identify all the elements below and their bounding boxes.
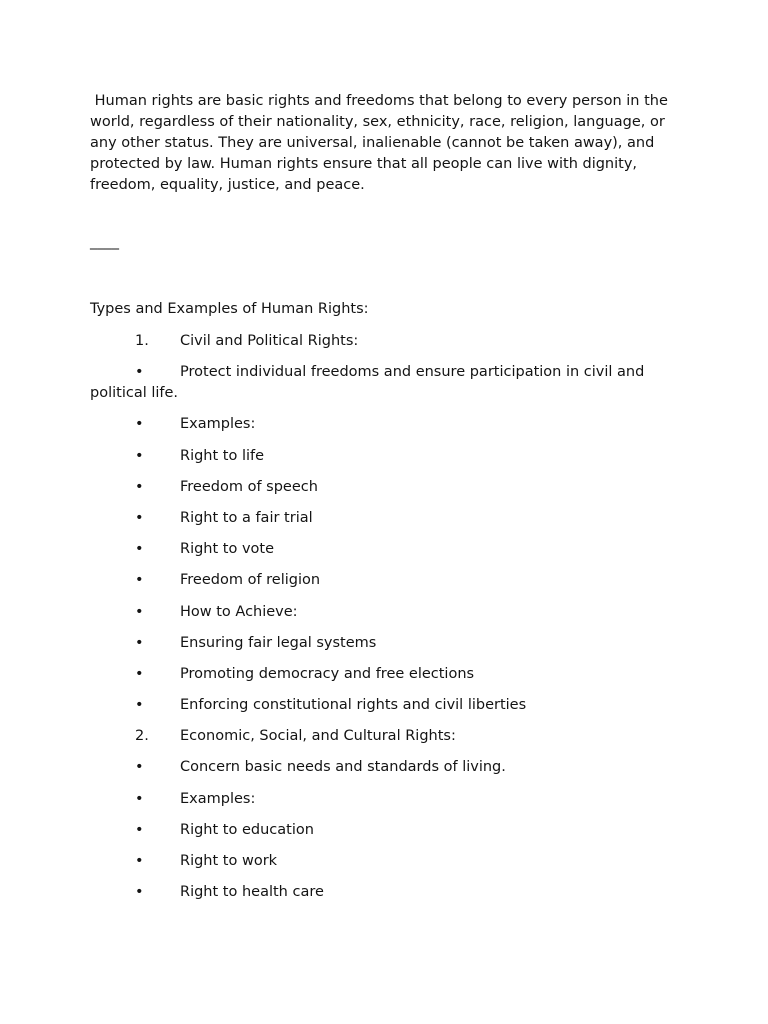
list-item-text: Ensuring fair legal systems xyxy=(180,634,377,651)
list-bullet: • xyxy=(135,572,144,589)
list-item-text: Freedom of speech xyxy=(180,478,318,495)
list-item-text: Civil and Political Rights: xyxy=(180,333,359,349)
list-bullet: • xyxy=(135,416,144,433)
section-heading: Types and Examples of Human Rights: xyxy=(90,301,369,317)
list-bullet: • xyxy=(135,447,144,464)
list-item-text: Concern basic needs and standards of living. xyxy=(180,759,506,776)
list-bullet: • xyxy=(135,509,144,526)
list-number: 2. xyxy=(135,728,149,745)
list-bullet: • xyxy=(135,665,144,682)
list-item xyxy=(90,757,680,778)
list-item xyxy=(90,362,680,404)
list-item xyxy=(90,446,680,467)
list-bullet: • xyxy=(135,697,144,714)
list-item xyxy=(90,851,680,872)
list-bullet: • xyxy=(135,884,144,901)
list-item xyxy=(90,570,680,591)
list-item-text: Right to vote xyxy=(180,541,275,558)
list-item xyxy=(90,331,680,352)
list-item-text: How to Achieve: xyxy=(180,603,298,620)
intro-paragraph: Human rights are basic rights and freedoms that belong to every person in the world, regardless of their nationality, sex, ethnicity, race, religion, language, or any other status. They are universal, inalienable (cannot be taken away), and protected by law. Human rights ensure that all people can live with dignity, freedom, equality, justice, and peace. xyxy=(90,93,673,193)
list-item-text: Right to work xyxy=(180,853,278,869)
list-bullet: • xyxy=(135,364,144,381)
list-item-text: Right to life xyxy=(180,447,265,464)
list-bullet: • xyxy=(135,759,144,776)
list-number: 1. xyxy=(135,333,149,349)
list-item xyxy=(90,820,680,841)
list-item-text: Right to a fair trial xyxy=(180,509,313,526)
list-bullet: • xyxy=(135,634,144,651)
list-item-text: Economic, Social, and Cultural Rights: xyxy=(180,728,456,745)
list-item xyxy=(90,414,680,435)
list-item-text: Right to education xyxy=(180,821,314,838)
list-item-text: Examples: xyxy=(180,416,256,433)
list-bullet: • xyxy=(135,853,144,869)
list-item xyxy=(90,882,680,903)
list-item-text: Right to health care xyxy=(180,884,324,901)
list-item xyxy=(90,633,680,654)
list-item xyxy=(90,664,680,685)
list-item xyxy=(90,477,680,498)
list-bullet: • xyxy=(135,790,144,807)
list-item-text: Freedom of religion xyxy=(180,572,321,589)
list-item-text: Promoting democracy and free elections xyxy=(180,665,475,682)
list-item xyxy=(90,602,680,623)
list-item-text: Examples: xyxy=(180,790,256,807)
list-item xyxy=(90,695,680,716)
rights-list xyxy=(90,331,680,913)
list-item xyxy=(90,789,680,810)
list-item xyxy=(90,539,680,560)
list-item xyxy=(90,726,680,747)
list-item-text: Protect individual freedoms and ensure participation in civil and political life. xyxy=(90,364,645,402)
list-item xyxy=(90,508,680,529)
list-item-text: Enforcing constitutional rights and civil liberties xyxy=(180,697,527,714)
list-bullet: • xyxy=(135,603,144,620)
separator-line: ____ xyxy=(90,234,119,250)
list-bullet: • xyxy=(135,821,144,838)
list-bullet: • xyxy=(135,541,144,558)
list-bullet: • xyxy=(135,478,144,495)
